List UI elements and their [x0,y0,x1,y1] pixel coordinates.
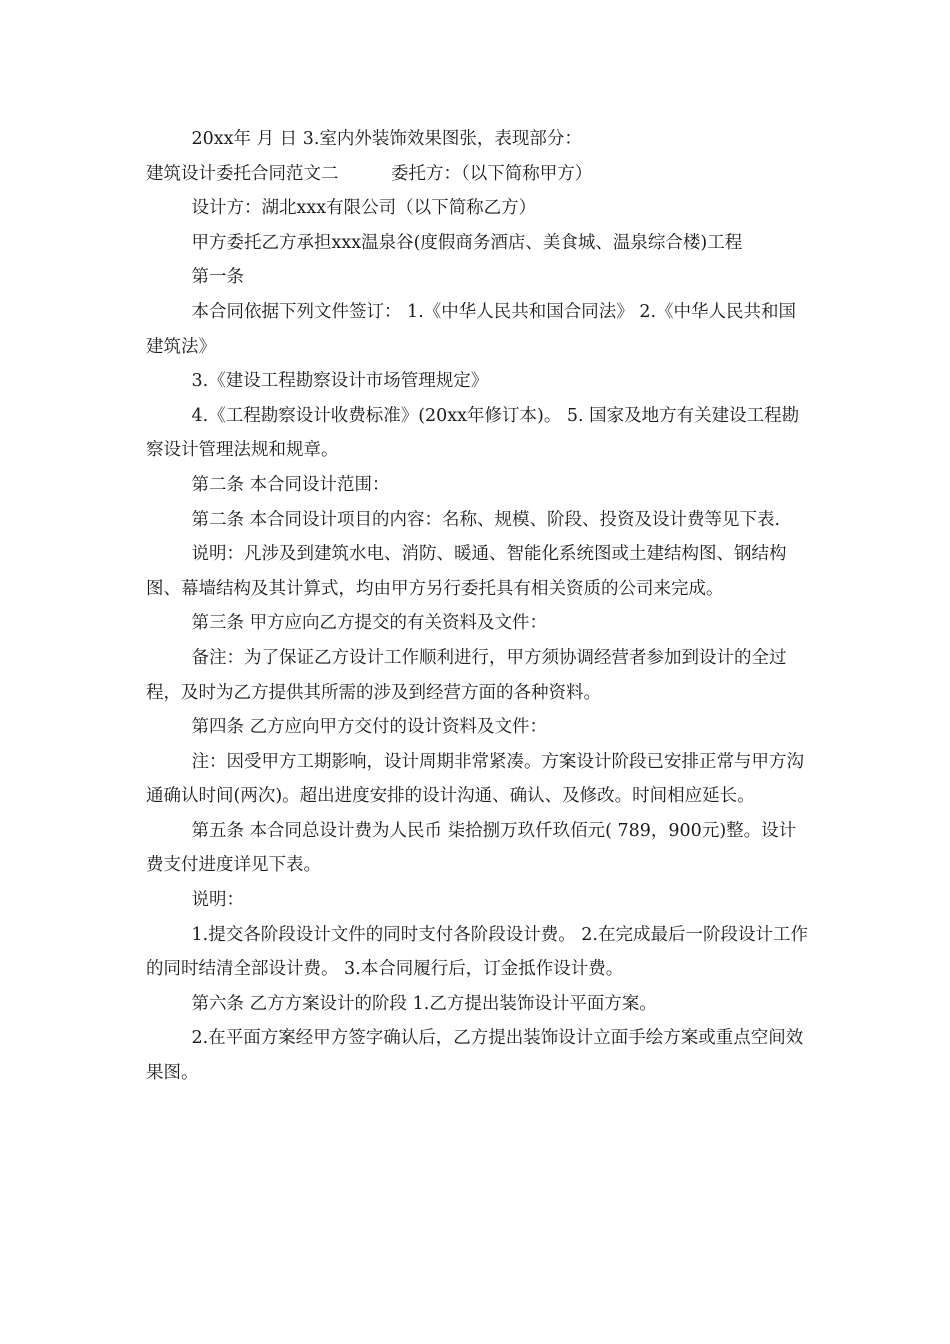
article-5-note-items: 1.提交各阶段设计文件的同时支付各阶段设计费。 2.在完成最后一阶段设计工作的同时结清全部设计费。 3.本合同履行后，订金抵作设计费。 [146,924,808,980]
article-2-note: 说明：凡涉及到建筑水电、消防、暖通、智能化系统图或土建结构图、钢结构图、幕墙结构及其计算式，均由甲方另行委托具有相关资质的公司来完成。 [146,544,787,599]
article-3-heading: 第三条 甲方应向乙方提交的有关资料及文件： [191,613,548,634]
article-1-heading: 第一条 [191,267,244,288]
article-1-item-4-5: 4.《工程勘察设计收费标准》(20xx年修订本)。 5. 国家及地方有关建设工程勘察设计管理法规和规章。 [146,405,800,461]
article-2-heading: 第二条 本合同设计范围： [191,474,390,495]
article-1-item-3: 3.《建设工程勘察设计市场管理规定》 [191,371,489,392]
article-6-item-2: 2.在平面方案经甲方签字确认后，乙方提出装饰设计立面手绘方案或重点空间效果图。 [146,1028,804,1084]
paragraph-title-client: 建筑设计委托合同范文二 委托方：（以下简称甲方） [146,163,593,184]
article-4-heading: 第四条 乙方应向甲方交付的设计资料及文件： [191,717,548,738]
paragraph-project: 甲方委托乙方承担xxx温泉谷(度假商务酒店、美食城、温泉综合楼)工程 [191,232,743,253]
article-6-heading: 第六条 乙方方案设计的阶段 1.乙方提出装饰设计平面方案。 [191,993,657,1014]
article-3-remark: 备注：为了保证乙方设计工作顺利进行，甲方须协调经营者参加到设计的全过程，及时为乙方提供其所需的涉及到经营方面的各种资料。 [146,647,787,703]
article-1-basis: 本合同依据下列文件签订： 1.《中华人民共和国合同法》 2.《中华人民共和国建筑法》 [146,301,797,357]
article-4-note: 注：因受甲方工期影响，设计周期非常紧凑。方案设计阶段已安排正常与甲方沟通确认时间(两次)。超出进度安排的设计沟通、确认、及修改。时间相应延长。 [146,751,804,807]
article-5-note-label: 说明： [191,890,244,911]
document-body [146,122,812,1091]
article-5-fee: 第五条 本合同总设计费为人民币 柒拾捌万玖仟玖佰元( 789，900元)整。设计费支付进度详见下表。 [146,820,797,876]
article-2-content: 第二条 本合同设计项目的内容：名称、规模、阶段、投资及设计费等见下表. [191,509,781,530]
paragraph-designer: 设计方：湖北xxx有限公司（以下简称乙方） [191,198,537,219]
paragraph-date-line: 20xx年 月 日 3.室内外装饰效果图张，表现部分： [191,129,582,149]
